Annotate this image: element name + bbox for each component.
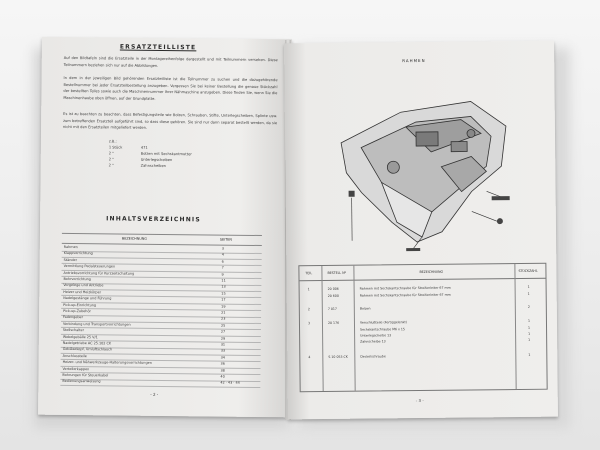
toc-row-label: Gebläsekopf, Umluftschlauch xyxy=(62,347,113,352)
exploded-frame-diagram xyxy=(320,71,522,263)
toc-row-label: Heizer und Heizkörper xyxy=(63,289,102,295)
toc-row-label: Verbindung und Transportvorrichtungen xyxy=(62,321,131,327)
table-cell-stueck: 1 xyxy=(528,337,531,342)
table-row xyxy=(300,304,546,313)
toc-row-page: 11 xyxy=(221,278,226,283)
toc-col-name: BEZEICHNUNG xyxy=(121,236,147,241)
example-text: Unterlegscheiben xyxy=(140,157,173,163)
table-cell-stueck: 1 xyxy=(527,318,531,323)
parts-table xyxy=(298,263,547,393)
table-cell-stueck: 1 xyxy=(528,325,531,330)
toc-row-label: Nadelgestänge und Führung xyxy=(63,296,112,301)
table-cell-stueck: 1 xyxy=(528,331,531,336)
toc-row-page: 9 xyxy=(221,272,224,277)
col-bestell: BESTELL Nº xyxy=(327,270,347,275)
toc-row-label: Klappvorrichtung xyxy=(63,251,93,256)
col-stueckzahl: STÜCKZAHL xyxy=(518,268,538,273)
table-row xyxy=(300,291,546,300)
toc-row-page: 7 xyxy=(221,265,224,270)
toc-row-page: 40 xyxy=(220,374,225,379)
table-cell-teil: 1 xyxy=(307,287,310,292)
toc-row-page: 25 xyxy=(220,323,226,328)
ersatzteilliste-title: ERSATZTEILLISTE xyxy=(119,43,197,52)
toc-row-page: 33 xyxy=(220,348,226,354)
parts-table-header xyxy=(299,264,545,282)
toc-row-page: 13 xyxy=(221,284,226,290)
toc-row-label: Bohrvorrichtung xyxy=(63,276,91,282)
table-row xyxy=(300,337,546,346)
toc-row-page: 38 xyxy=(220,368,225,373)
example-text: 471 xyxy=(140,145,148,150)
table-cell-bestell: 7 017 xyxy=(327,306,337,311)
inhaltsverzeichnis-title: INHALTSVERZEICHNIS xyxy=(106,215,201,224)
example-label: z.B.: xyxy=(108,139,117,144)
intro-paragraph-3: Es ist zu beachten zu beachten, dass Befestigungsteile wie Bolzen, Schrauben, Stifte, Unterlegscheiben, Splinte usw. zum betreffenden Ersatzteil aufgeführt sind, so dass diese gehören. Sie sind nur dann separat bestellt werden, da sie nicht mit den Ersatzteilen mitgeliefert werden. xyxy=(63,111,278,130)
rahmen-title: RAHMEN xyxy=(402,57,426,64)
table-cell-bezeichnung: Rahmen mit Sechskantschraube für Streifenleiter 67 mm xyxy=(359,292,451,298)
toc-row-label: Fadengeber xyxy=(63,315,84,320)
toc-row-page: 27 xyxy=(220,329,226,334)
toc-row-label: Wobelgebälle 25 V/1 xyxy=(62,334,98,339)
toc-row-label: Bedienungsanweisung xyxy=(62,379,101,384)
toc-row-page: 42 · 43 · 44 xyxy=(220,380,240,386)
table-cell-stueck: 1 xyxy=(527,291,530,296)
table-cell-bezeichnung: Sechskantschraube M6 x 15 xyxy=(360,327,405,332)
table-row xyxy=(300,352,546,361)
toc-row-page: 36 xyxy=(220,361,225,366)
left-page xyxy=(38,37,292,418)
intro-paragraph-2: In dem in der jeweiligen Bild gehörenden Ersatzteilliste ist die Teilnummer zu suchen und die dazugehörende Bestellnummer bei jeder Ersatzteilbestellung anzugeben. Vergessen Sie bei keiner Bestellung die genaue Stückzahl der bestellten Teiles sowie auch die Maschinennummer Ihrer Nähmaschine anzugeben. Diese finden Sie, wenn Sie die Maschinenhaube oben öffnen, auf der Grundplatte. xyxy=(63,75,278,101)
toc-row-label: Stellschalter xyxy=(62,328,84,333)
example-qty: 2 " xyxy=(108,151,114,156)
toc-row-label: Pick-up-Zubehör xyxy=(63,308,91,314)
toc-row-label: Vorgelege und Antriebe xyxy=(63,283,104,288)
table-cell-stueck: 1 xyxy=(527,284,530,289)
example-qty: 2 " xyxy=(108,157,114,162)
example-qty: 2 " xyxy=(108,163,114,168)
example-qty: 1 Stück xyxy=(108,145,123,150)
col-bezeichnung: BEZEICHNUNG xyxy=(419,269,444,275)
table-cell-teil: 4 xyxy=(308,355,311,360)
toc-row-label: Bohrungen für Steuerkabel xyxy=(62,372,109,378)
toc-row-page: 31 xyxy=(220,342,226,347)
toc-row-page: 23 xyxy=(221,316,226,322)
toc-row-page: 4 xyxy=(221,252,224,258)
intro-paragraph-1: Auf den Bildtafeln sind die Ersatzteile in der Montagereihenfolge dargestellt und mit Teilnummern versehen. Diese Teilnummern beziehen sich nur auf die Abbildungen. xyxy=(63,55,278,68)
toc-row-label: Anschlussteile xyxy=(62,353,87,358)
table-cell-stueck: 1 xyxy=(528,352,531,357)
toc-row-page: 6 xyxy=(221,259,224,264)
table-cell-bezeichnung: Verschlußteile (Fertiggelenkt) xyxy=(359,320,408,325)
toc-row-label: Verteilerkappen xyxy=(62,366,90,371)
toc-row-page: 29 xyxy=(220,336,226,341)
toc-row-label: Ständer xyxy=(63,257,78,262)
table-cell-teil: 2 xyxy=(307,307,310,312)
toc-row-page: 21 xyxy=(221,310,226,315)
toc-row-label: Vermittlung Pedalsteuerungen xyxy=(63,264,116,269)
right-page-number: - 3 - xyxy=(415,397,424,404)
toc-row-label: Antriebsvorrichtung für Kurzzeitschaltung xyxy=(63,270,135,276)
col-teil: TEIL xyxy=(305,271,313,276)
left-page-number: - 2 - xyxy=(150,391,159,397)
toc-row-page: 3 xyxy=(221,246,224,251)
table-cell-bezeichnung: Unterlegscheibe 13 xyxy=(360,333,392,338)
table-cell-bezeichnung: Zahnscheibe 13 xyxy=(360,339,386,344)
table-cell-bestell: 20 176 xyxy=(327,320,340,325)
table-cell-bestell: S 10 053 CK xyxy=(328,354,348,359)
toc-row-page: 19 xyxy=(221,304,226,309)
toc-row-page: 34 xyxy=(220,355,225,360)
toc-row-label: Heizer- und Nähwerkzeuge-Halterungsvorrichtungen xyxy=(62,360,152,366)
table-cell-bezeichnung: Deckelschraube xyxy=(360,354,386,359)
table-cell-bestell: 20 006 xyxy=(327,286,339,291)
toc-row-page: 15 xyxy=(221,291,226,296)
table-cell-teil: 3 xyxy=(307,321,311,326)
table-cell-stueck: 2 xyxy=(527,304,530,309)
table-cell-bezeichnung: Rahmen mit Sechskantschraube für Streifenleiter 67 mm xyxy=(359,285,451,291)
example-text: Bolzen mit Sechskantmutter xyxy=(140,151,192,157)
example-text: Zahnscheiben xyxy=(140,163,166,169)
toc-col-pages: SEITEN xyxy=(219,237,232,242)
table-cell-bestell: 20 600 xyxy=(327,293,339,298)
toc-row-label: Nadelgetriebe AC 25.102 CK xyxy=(62,340,112,346)
right-page xyxy=(284,41,558,420)
toc-row-page: 17 xyxy=(221,297,226,302)
toc-header xyxy=(62,233,262,246)
toc-row-label: Rahmen xyxy=(63,244,78,250)
table-cell-bezeichnung: Bolzen xyxy=(359,306,371,311)
toc-row-label: Pick-up-Einrichtung xyxy=(63,302,97,307)
